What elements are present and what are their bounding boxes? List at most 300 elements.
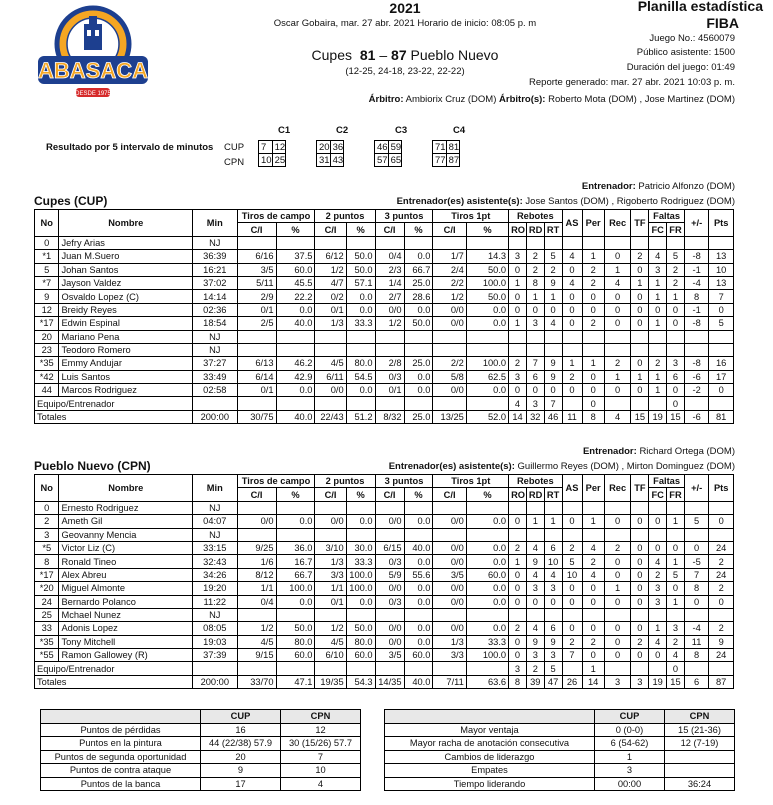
table-cell: 25.0 xyxy=(404,410,433,423)
table-cell: 15 xyxy=(667,410,685,423)
table-cell: 0 xyxy=(649,649,667,662)
summary-header-row xyxy=(41,710,361,724)
table-cell: 11:22 xyxy=(193,595,238,608)
subcol-ci: C/I xyxy=(433,488,466,501)
subcol-ro: RO xyxy=(509,488,527,501)
table-cell: 3 xyxy=(667,622,685,635)
table-cell: 6 xyxy=(684,675,708,688)
table-cell: 02:36 xyxy=(193,303,238,316)
table-cell xyxy=(276,397,315,410)
summary-header: CUP xyxy=(201,710,281,724)
game-year: 2021 xyxy=(389,0,421,16)
table-cell xyxy=(649,343,667,356)
table-cell: 7 xyxy=(684,568,708,581)
summary-row xyxy=(41,737,361,751)
table-cell: 100.0 xyxy=(276,582,315,595)
table-cell: 9/15 xyxy=(237,649,276,662)
col-min: Min xyxy=(193,475,238,502)
table-cell: 33.3 xyxy=(346,317,375,330)
table-cell: 15 xyxy=(631,410,649,423)
table-cell: 5/9 xyxy=(375,568,404,581)
table-cell: 4 xyxy=(604,276,631,289)
table-cell: 100.0 xyxy=(466,276,508,289)
interval-cell: 7 xyxy=(259,141,273,154)
table-cell: -8 xyxy=(684,250,708,263)
table-cell: 9 xyxy=(709,635,734,648)
totals-row xyxy=(35,410,734,423)
table-cell: 1/7 xyxy=(433,250,466,263)
table-cell: 4 xyxy=(667,649,685,662)
table-cell: 1 xyxy=(544,515,562,528)
table-cell: 0/0 xyxy=(433,384,466,397)
team-coach-row xyxy=(35,662,734,675)
table-cell: 0/4 xyxy=(375,250,404,263)
table-cell xyxy=(649,236,667,249)
table-cell: *35 xyxy=(35,635,59,648)
table-cell xyxy=(404,501,433,514)
table-cell: 63.6 xyxy=(466,675,508,688)
table-cell xyxy=(649,662,667,675)
table-cell: 0/0 xyxy=(375,635,404,648)
table-cell xyxy=(562,330,582,343)
table-cell: 19:03 xyxy=(193,635,238,648)
table-cell: 5 xyxy=(544,662,562,675)
assistants-names: Guillermo Reyes (DOM) , Mirton Dominguez (DOM) xyxy=(517,461,735,472)
table-cell xyxy=(509,608,527,621)
table-cell: 11 xyxy=(562,410,582,423)
table-cell: 0.0 xyxy=(466,541,508,554)
table-cell: 0 xyxy=(709,515,734,528)
table-cell: -6 xyxy=(684,370,708,383)
table-cell xyxy=(433,662,466,675)
table-cell xyxy=(404,662,433,675)
subcol-pct: % xyxy=(466,488,508,501)
col-fg: Tiros de campo xyxy=(237,210,315,223)
table-cell: 0 xyxy=(582,370,604,383)
table-cell: 28.6 xyxy=(404,290,433,303)
table-cell: 3 xyxy=(649,263,667,276)
abasaca-logo xyxy=(34,4,152,104)
table-cell: 0/0 xyxy=(375,582,404,595)
table-cell: Ernesto Rodriguez xyxy=(59,501,193,514)
period-c4: C4 xyxy=(453,125,466,136)
table-cell: 5 xyxy=(562,555,582,568)
player-row xyxy=(35,635,734,648)
table-cell: 2 xyxy=(709,582,734,595)
header-row xyxy=(35,475,734,488)
table-cell xyxy=(562,343,582,356)
summary-label: Tiempo liderando xyxy=(385,777,595,791)
table-cell: 24 xyxy=(709,649,734,662)
table-cell: -8 xyxy=(684,317,708,330)
team2-assistants xyxy=(389,461,735,472)
table-cell: 34:26 xyxy=(193,568,238,581)
player-row xyxy=(35,263,734,276)
table-cell: 0 xyxy=(649,515,667,528)
table-cell xyxy=(315,528,346,541)
table-cell: 5 xyxy=(35,263,59,276)
table-cell: 51.2 xyxy=(346,410,375,423)
table-cell xyxy=(667,528,685,541)
table-cell: 14.3 xyxy=(466,250,508,263)
table-cell: 2 xyxy=(509,541,527,554)
table-cell: 3 xyxy=(526,317,544,330)
table-cell: 0 xyxy=(604,568,631,581)
table-cell: 5 xyxy=(667,568,685,581)
table-cell xyxy=(237,528,276,541)
player-row xyxy=(35,317,734,330)
table-cell: 0 xyxy=(667,317,685,330)
summary-value: 7 xyxy=(281,750,361,764)
table-cell: 50.0 xyxy=(466,263,508,276)
table-cell: 9 xyxy=(544,370,562,383)
table-cell: 2 xyxy=(604,541,631,554)
table-cell xyxy=(315,236,346,249)
table-cell: 2 xyxy=(709,555,734,568)
table-cell xyxy=(526,608,544,621)
table-cell: 0/0 xyxy=(315,384,346,397)
table-cell: 0/0 xyxy=(433,317,466,330)
table-cell: 100.0 xyxy=(466,649,508,662)
table-cell: 25.0 xyxy=(404,357,433,370)
table-cell: 24 xyxy=(709,568,734,581)
table-cell xyxy=(667,330,685,343)
table-cell xyxy=(709,397,734,410)
table-cell: 5/11 xyxy=(237,276,276,289)
table-cell: 4 xyxy=(604,410,631,423)
table-cell: 8 xyxy=(582,410,604,423)
table-cell: 0/1 xyxy=(237,303,276,316)
table-cell: 0 xyxy=(667,303,685,316)
table-cell: 0/2 xyxy=(315,290,346,303)
table-cell: 0.0 xyxy=(404,622,433,635)
summary-value: 36:24 xyxy=(665,777,735,791)
table-cell xyxy=(237,608,276,621)
table-cell: 1 xyxy=(582,515,604,528)
table-cell: 2 xyxy=(35,515,59,528)
table-cell: Victor Liz (C) xyxy=(59,541,193,554)
table-cell: 32 xyxy=(526,410,544,423)
table-cell: 0 xyxy=(544,595,562,608)
subcol-ci: C/I xyxy=(315,488,346,501)
table-cell: 0.0 xyxy=(346,384,375,397)
table-cell: 1/6 xyxy=(237,555,276,568)
col-pts: Pts xyxy=(709,475,734,502)
table-cell: 2/7 xyxy=(375,290,404,303)
table-cell: 0.0 xyxy=(346,290,375,303)
table-cell: 4 xyxy=(526,541,544,554)
table-cell xyxy=(631,343,649,356)
table-cell: 04:07 xyxy=(193,515,238,528)
table-cell: 0.0 xyxy=(346,515,375,528)
table-cell: 8/12 xyxy=(237,568,276,581)
table-cell: Jayson Valdez xyxy=(59,276,193,289)
attendance: Público asistente: 1500 xyxy=(636,47,735,58)
table-cell xyxy=(509,528,527,541)
table-cell xyxy=(346,528,375,541)
table-cell: 0 xyxy=(562,290,582,303)
table-cell: 5 xyxy=(544,250,562,263)
table-cell: 0 xyxy=(631,303,649,316)
coach-label: Entrenador: xyxy=(581,181,636,192)
interval-cell: 25 xyxy=(272,154,286,167)
header-row xyxy=(35,210,734,223)
table-cell xyxy=(649,501,667,514)
table-cell: 6/13 xyxy=(237,357,276,370)
player-row xyxy=(35,541,734,554)
interval-cell: 20 xyxy=(317,141,331,154)
col-plusminus: +/- xyxy=(684,475,708,502)
table-cell: 2 xyxy=(562,635,582,648)
table-cell: 0/0 xyxy=(237,515,276,528)
summary-value: 0 (0-0) xyxy=(595,723,665,737)
table-cell: 4 xyxy=(649,635,667,648)
table-cell xyxy=(526,501,544,514)
table-cell xyxy=(526,236,544,249)
table-cell: 25.0 xyxy=(404,276,433,289)
summary-label: Empates xyxy=(385,764,595,778)
table-cell: 1/4 xyxy=(375,276,404,289)
table-cell xyxy=(562,608,582,621)
table-cell: 1 xyxy=(526,515,544,528)
player-row xyxy=(35,515,734,528)
summary-value: 30 (15/26) 57.7 xyxy=(281,737,361,751)
table-cell: 0 xyxy=(709,303,734,316)
team1-title: Cupes (CUP) xyxy=(34,194,108,208)
table-cell: 0 xyxy=(526,303,544,316)
table-cell: 0.0 xyxy=(276,303,315,316)
table-cell: 8 xyxy=(509,675,527,688)
player-row xyxy=(35,303,734,316)
table-cell: *35 xyxy=(35,357,59,370)
table-cell: 0 xyxy=(604,635,631,648)
table-cell: 1 xyxy=(649,317,667,330)
table-cell: 40.0 xyxy=(276,410,315,423)
team1-coach xyxy=(582,181,735,192)
table-cell: 1 xyxy=(667,290,685,303)
table-cell: 1 xyxy=(604,370,631,383)
table-cell: 2 xyxy=(582,555,604,568)
table-cell: 3 xyxy=(544,582,562,595)
table-cell: 0 xyxy=(509,515,527,528)
table-cell xyxy=(375,236,404,249)
table-cell: 2/8 xyxy=(375,357,404,370)
table-cell: 3/3 xyxy=(433,649,466,662)
table-cell: 40.0 xyxy=(404,541,433,554)
table-cell: 1/3 xyxy=(315,317,346,330)
col-rec: Rec xyxy=(604,475,631,502)
player-row xyxy=(35,290,734,303)
table-cell: 6/16 xyxy=(237,250,276,263)
table-cell: 0.0 xyxy=(466,555,508,568)
table-cell: 0/0 xyxy=(433,622,466,635)
table-cell: 33.3 xyxy=(466,635,508,648)
interval-cell: 71 xyxy=(433,141,447,154)
table-cell: 80.0 xyxy=(346,357,375,370)
table-cell: 13 xyxy=(709,276,734,289)
intervals-label: Resultado por 5 intervalo de minutos xyxy=(46,142,214,153)
table-cell xyxy=(709,528,734,541)
interval-cell: 31 xyxy=(317,154,331,167)
table-cell: 16.7 xyxy=(276,555,315,568)
interval-cell: 87 xyxy=(446,154,460,167)
table-cell: 0 xyxy=(631,622,649,635)
table-cell: 1/2 xyxy=(375,317,404,330)
table-cell xyxy=(404,343,433,356)
col-reb: Rebotes xyxy=(509,210,562,223)
table-cell: 9 xyxy=(544,635,562,648)
col-name: Nombre xyxy=(59,210,193,237)
table-cell: 0 xyxy=(562,595,582,608)
table-cell: 0/1 xyxy=(375,384,404,397)
team2-coach xyxy=(583,446,735,457)
quarter-scores: (12-25, 24-18, 23-22, 22-22) xyxy=(345,66,465,77)
table-cell: 0 xyxy=(604,622,631,635)
table-cell: 0 xyxy=(604,290,631,303)
table-cell: Ramon Gallowey (R) xyxy=(59,649,193,662)
table-cell: *1 xyxy=(35,250,59,263)
table-cell xyxy=(631,236,649,249)
table-cell: Alex Abreu xyxy=(59,568,193,581)
table-cell xyxy=(604,662,631,675)
table-cell: 0 xyxy=(604,317,631,330)
col-reb: Rebotes xyxy=(509,475,562,488)
table-cell: 0 xyxy=(667,384,685,397)
table-cell: 3 xyxy=(509,370,527,383)
table-cell: 50.0 xyxy=(346,263,375,276)
table-cell xyxy=(315,608,346,621)
table-cell xyxy=(684,662,708,675)
table-cell: 3 xyxy=(631,675,649,688)
table-cell: Bernardo Polanco xyxy=(59,595,193,608)
col-ft: Tiros 1pt xyxy=(433,475,509,488)
table-cell: 60.0 xyxy=(404,649,433,662)
summary-row xyxy=(385,777,735,791)
summary-value: 20 xyxy=(201,750,281,764)
table-cell: 10 xyxy=(544,555,562,568)
table-cell xyxy=(375,662,404,675)
table-cell: 4 xyxy=(649,555,667,568)
table-cell: 60.0 xyxy=(346,649,375,662)
table-cell xyxy=(433,501,466,514)
table-cell: 50.0 xyxy=(346,250,375,263)
table-cell xyxy=(604,608,631,621)
summary-value: 00:00 xyxy=(595,777,665,791)
table-cell: 52.0 xyxy=(466,410,508,423)
table-cell: 0 xyxy=(631,541,649,554)
table-cell xyxy=(649,330,667,343)
table-cell xyxy=(544,236,562,249)
player-row xyxy=(35,330,734,343)
summary-header: CPN xyxy=(665,710,735,724)
col-faltas: Faltas xyxy=(649,210,685,223)
interval-c3 xyxy=(374,140,402,167)
subcol-rt: RT xyxy=(544,223,562,236)
table-cell: 0 xyxy=(562,582,582,595)
interval-cell: 10 xyxy=(259,154,273,167)
table-cell: 50.0 xyxy=(346,622,375,635)
subcol-pct: % xyxy=(404,223,433,236)
table-cell: 0/0 xyxy=(433,595,466,608)
table-cell: Marcos Rodriguez xyxy=(59,384,193,397)
table-cell: 2/2 xyxy=(433,357,466,370)
summary-value: 16 xyxy=(201,723,281,737)
table-cell xyxy=(404,236,433,249)
period-c3: C3 xyxy=(395,125,408,136)
table-cell: 3/10 xyxy=(315,541,346,554)
table-cell xyxy=(562,501,582,514)
totals-label: Totales xyxy=(35,675,193,688)
table-cell: 0 xyxy=(631,384,649,397)
subcol-ci: C/I xyxy=(237,223,276,236)
team-row-label: Equipo/Entrenador xyxy=(35,662,193,675)
summary-value: 15 (21-36) xyxy=(665,723,735,737)
table-cell: 2 xyxy=(667,276,685,289)
coach-name: Richard Ortega (DOM) xyxy=(639,446,735,457)
table-cell: NJ xyxy=(193,343,238,356)
table-cell: 33.3 xyxy=(346,555,375,568)
player-row xyxy=(35,608,734,621)
table-cell: 45.5 xyxy=(276,276,315,289)
table-cell: 44 xyxy=(35,384,59,397)
table-cell xyxy=(466,662,508,675)
table-cell: NJ xyxy=(193,501,238,514)
col-no: No xyxy=(35,475,59,502)
table-cell xyxy=(604,397,631,410)
table-cell xyxy=(562,528,582,541)
table-cell: 0.0 xyxy=(404,555,433,568)
table-cell: 0 xyxy=(667,541,685,554)
table-cell: 0.0 xyxy=(466,595,508,608)
summary-value: 3 xyxy=(595,764,665,778)
col-name: Nombre xyxy=(59,475,193,502)
table-cell xyxy=(466,236,508,249)
table-cell: 24 xyxy=(35,595,59,608)
table-cell xyxy=(237,662,276,675)
table-cell: 2/4 xyxy=(433,263,466,276)
interval-cell: 43 xyxy=(330,154,344,167)
table-cell xyxy=(404,608,433,621)
table-cell: 0 xyxy=(562,622,582,635)
table-cell: 36.0 xyxy=(276,541,315,554)
col-as: AS xyxy=(562,210,582,237)
table-cell: 7 xyxy=(709,290,734,303)
col-3p: 3 puntos xyxy=(375,475,433,488)
table-cell: 2/9 xyxy=(237,290,276,303)
table-cell: 1/3 xyxy=(433,635,466,648)
table-cell xyxy=(604,528,631,541)
table-cell: -8 xyxy=(684,357,708,370)
col-no: No xyxy=(35,210,59,237)
table-cell xyxy=(193,397,238,410)
table-cell: 3 xyxy=(509,250,527,263)
interval-cell: 65 xyxy=(388,154,402,167)
table-cell: 8 xyxy=(35,555,59,568)
assistants-label: Entrenador(es) asistente(s): xyxy=(388,461,515,472)
table-cell: 4/5 xyxy=(237,635,276,648)
col-ft: Tiros 1pt xyxy=(433,210,509,223)
table-cell xyxy=(544,501,562,514)
table-cell: 0 xyxy=(526,595,544,608)
table-cell xyxy=(582,608,604,621)
table-cell: NJ xyxy=(193,330,238,343)
table-cell: 8 xyxy=(684,649,708,662)
col-pts: Pts xyxy=(709,210,734,237)
table-cell: 3/5 xyxy=(237,263,276,276)
player-row xyxy=(35,357,734,370)
col-2p: 2 puntos xyxy=(315,210,375,223)
table-cell: 1 xyxy=(604,263,631,276)
